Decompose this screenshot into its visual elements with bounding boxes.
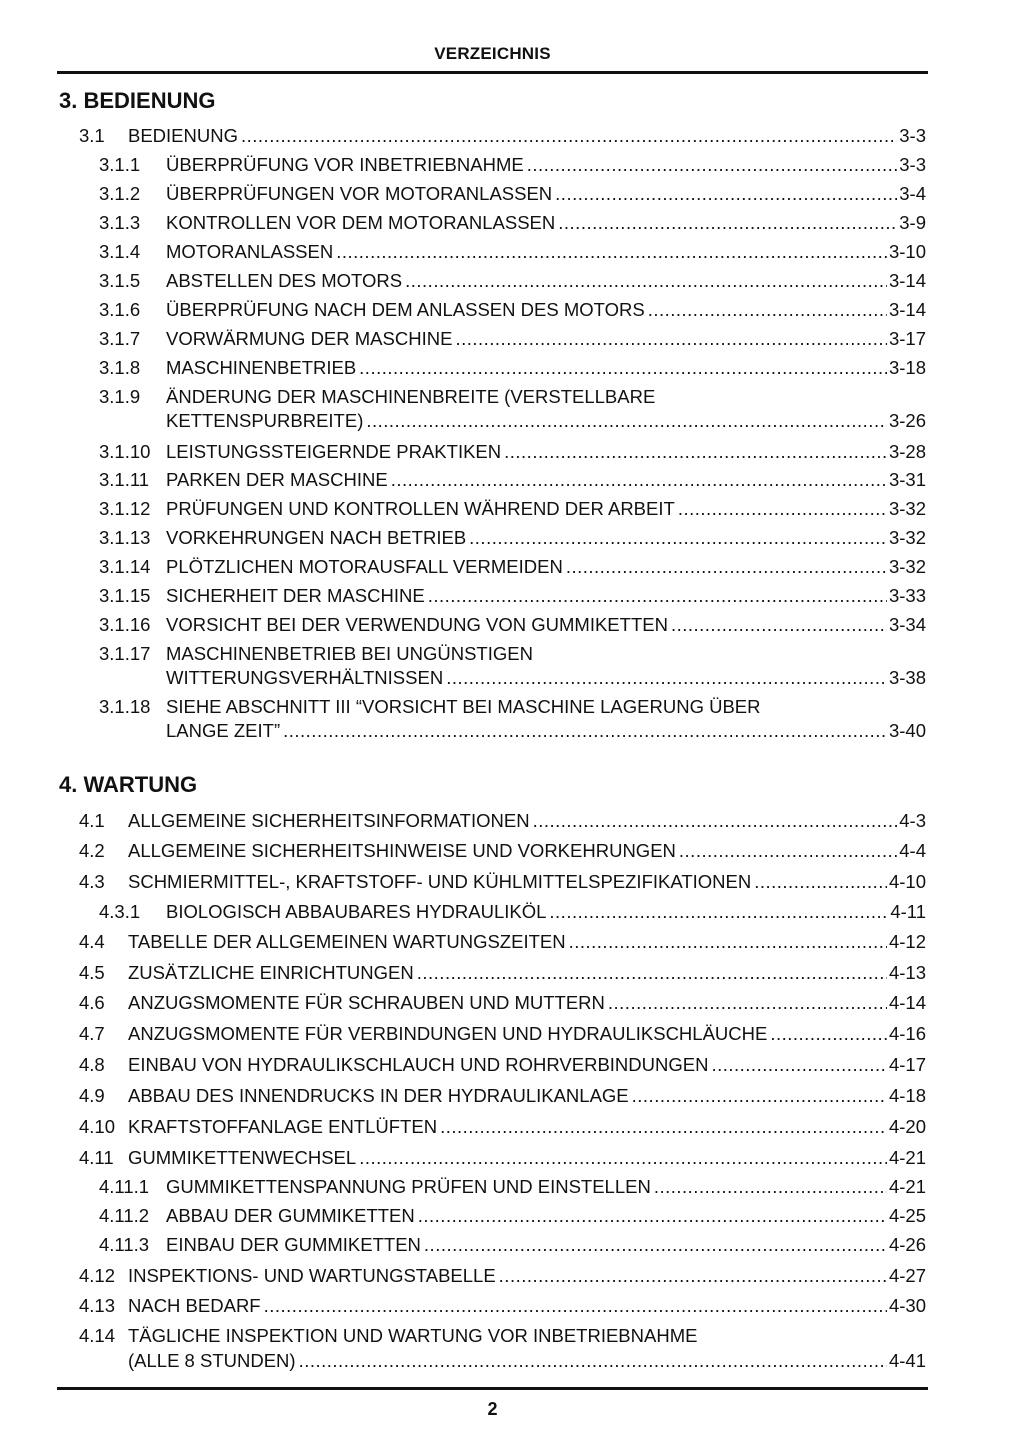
header-rule [57,71,928,74]
toc-entry-number: 4.7 [79,1023,105,1044]
dot-leader [424,1233,887,1257]
toc-entry-title-first-line: TÄGLICHE INSPEKTION UND WARTUNG VOR INBETRIEBNAHME [128,1325,698,1346]
toc-entry-number: 4.1 [79,810,105,831]
toc-entry-title: SCHMIERMITTEL-, KRAFTSTOFF- UND KÜHLMITTELSPEZIFIKATIONEN [128,871,752,892]
dot-leader [679,839,897,863]
toc-entry-title: LANGE ZEIT” [166,720,281,741]
toc-entry-page: 3-40 [888,720,926,741]
toc-entry-title: MASCHINENBETRIEB [166,357,357,378]
toc-entry-page: 3-31 [888,469,926,490]
toc-entry-number: 4.3 [79,871,105,892]
dot-leader [632,1084,887,1108]
dot-leader [527,153,898,177]
toc-entry-title: NACH BEDARF [128,1295,261,1316]
toc-entry-number: 3.1.14 [99,556,151,577]
toc-entry-page: 3-18 [888,357,926,378]
toc-entry-page: 3-4 [899,183,926,204]
dot-leader [359,356,887,380]
toc-entry-number: 3.1.2 [99,183,141,204]
toc-entry-page: 4-18 [888,1085,926,1106]
toc-entry-number: 4.11.1 [99,1176,150,1197]
toc-entry-number: 4.3.1 [99,901,141,922]
toc-entry-title: SICHERHEIT DER MASCHINE [166,585,425,606]
toc-entry-title: GUMMIKETTENSPANNUNG PRÜFEN UND EINSTELLEN [166,1176,651,1197]
dot-leader [455,327,887,351]
toc-entry-number: 3.1.7 [99,328,141,349]
toc-entry-page: 4-30 [888,1295,926,1316]
toc-entry-page: 4-14 [888,992,926,1013]
toc-entry-title: ÜBERPRÜFUNGEN VOR MOTORANLASSEN [166,183,553,204]
dot-leader [549,900,888,924]
toc-entry-title: KRAFTSTOFFANLAGE ENTLÜFTEN [128,1116,438,1137]
page-header-title: VERZEICHNIS [434,44,551,63]
toc-entry-page: 4-11 [890,901,926,922]
toc-entry-title: KETTENSPURBREITE) [166,410,364,431]
toc-entry-page: 3-14 [888,270,926,291]
toc-entry-number: 3.1.11 [99,469,150,490]
toc-entry-page: 3-3 [899,125,926,146]
toc-entry-page: 4-25 [888,1205,926,1226]
toc-entry-number: 4.9 [79,1085,105,1106]
toc-entry-number: 4.11.3 [99,1234,150,1255]
dot-leader [391,468,887,492]
toc-entry-page: 3-17 [888,328,926,349]
toc-entry-number: 3.1.18 [99,696,151,717]
dot-leader [405,269,887,293]
toc-entry-page: 4-17 [888,1054,926,1075]
toc-entry-page: 4-10 [888,871,926,892]
toc-entry-title-first-line: SIEHE ABSCHNITT III “VORSICHT BEI MASCHINE LAGERUNG ÜBER [166,696,761,717]
toc-entry-page: 3-3 [899,154,926,175]
page-number: 2 [487,1399,498,1419]
toc-entry-number: 3.1.4 [99,241,141,262]
toc-entry-number: 4.12 [79,1265,116,1286]
toc-entry-page: 3-33 [888,585,926,606]
toc-entry-page: 4-12 [888,931,926,952]
dot-leader [648,298,887,322]
toc-entry-title: WITTERUNGSVERHÄLTNISSEN [166,667,444,688]
toc-entry-number: 4.6 [79,992,105,1013]
toc-entry-title: VORWÄRMUNG DER MASCHINE [166,328,453,349]
toc-entry-page: 3-28 [888,441,926,462]
toc-entry-page: 4-20 [888,1116,926,1137]
dot-leader [469,526,887,550]
toc-entry-number: 3.1.3 [99,212,141,233]
toc-entry-title: ÜBERPRÜFUNG VOR INBETRIEBNAHME [166,154,524,175]
toc-entry-title: LEISTUNGSSTEIGERNDE PRAKTIKEN [166,441,502,462]
toc-entry-title-first-line: MASCHINENBETRIEB BEI UNGÜNSTIGEN [166,643,533,664]
dot-leader [770,1022,887,1046]
dot-leader [418,1204,887,1228]
dot-leader [446,666,887,690]
toc-entry-title: GUMMIKETTENWECHSEL [128,1147,357,1168]
toc-entry-title-first-line: ÄNDERUNG DER MASCHINENBREITE (VERSTELLBARE [166,386,656,407]
dot-leader [671,613,887,637]
toc-entry-title: ABBAU DER GUMMIKETTEN [166,1205,415,1226]
toc-entry-number: 4.5 [79,962,105,983]
toc-entry-page: 4-3 [899,810,926,831]
toc-entry-page: 4-26 [888,1234,926,1255]
toc-entry-title: INSPEKTIONS- UND WARTUNGSTABELLE [128,1265,496,1286]
toc-entry-title: ALLGEMEINE SICHERHEITSHINWEISE UND VORKEHRUNGEN [128,840,676,861]
dot-leader [359,1146,887,1170]
toc-entry-number: 3.1.1 [99,154,141,175]
dot-leader [754,870,887,894]
toc-entry-number: 4.11 [79,1147,114,1168]
dot-leader [366,409,887,433]
dot-leader [569,930,887,954]
toc-entry-title: VORKEHRUNGEN NACH BETRIEB [166,527,467,548]
dot-leader [299,1349,887,1373]
toc-entry-title: PLÖTZLICHEN MOTORAUSFALL VERMEIDEN [166,556,563,577]
toc-entry-page: 3-34 [888,614,926,635]
toc-entry-title: ZUSÄTZLICHE EINRICHTUNGEN [128,962,414,983]
toc-entry-page: 3-32 [888,556,926,577]
toc-entry-title: BIOLOGISCH ABBAUBARES HYDRAULIKÖL [166,901,547,922]
dot-leader [283,719,887,743]
section-title-wartung: 4. WARTUNG [59,772,198,797]
dot-leader [654,1175,887,1199]
toc-entry-title: EINBAU DER GUMMIKETTEN [166,1234,421,1255]
toc-entry-number: 4.11.2 [99,1205,150,1226]
toc-entry-title: ABBAU DES INNENDRUCKS IN DER HYDRAULIKANLAGE [128,1085,629,1106]
toc-entry-title: BEDIENUNG [128,125,238,146]
toc-entry-title: PRÜFUNGEN UND KONTROLLEN WÄHREND DER ARBEIT [166,498,675,519]
toc-entry-number: 3.1.15 [99,585,151,606]
dot-leader [558,211,897,235]
dot-leader [678,497,887,521]
toc-entry-number: 4.14 [79,1325,116,1346]
toc-entry-page: 3-32 [888,498,926,519]
toc-entry-page: 3-38 [888,667,926,688]
toc-entry-page: 4-21 [888,1147,926,1168]
toc-entry-page: 4-27 [888,1265,926,1286]
dot-leader [504,440,887,464]
toc-entry-number: 4.4 [79,931,105,952]
toc-entry-title: KONTROLLEN VOR DEM MOTORANLASSEN [166,212,556,233]
toc-entry-number: 3.1 [79,125,105,146]
toc-entry-title: TABELLE DER ALLGEMEINEN WARTUNGSZEITEN [128,931,566,952]
toc-entry-number: 3.1.12 [99,498,151,519]
toc-entry-number: 4.8 [79,1054,105,1075]
dot-leader [440,1115,887,1139]
toc-entry-page: 4-4 [899,840,926,861]
toc-entry-page: 3-32 [888,527,926,548]
dot-leader [264,1294,887,1318]
toc-entry-number: 3.1.6 [99,299,141,320]
toc-entry-page: 4-41 [888,1350,926,1371]
toc-entry-number: 3.1.5 [99,270,141,291]
toc-entry-title: PARKEN DER MASCHINE [166,469,388,490]
toc-entry-number: 3.1.9 [99,386,141,407]
toc-entry-page: 3-10 [888,241,926,262]
dot-leader [241,124,897,148]
toc-entry-number: 4.13 [79,1295,116,1316]
toc-entry-page: 3-14 [888,299,926,320]
footer-rule [57,1387,928,1390]
toc-entry-number: 3.1.13 [99,527,151,548]
toc-entry-title: MOTORANLASSEN [166,241,334,262]
dot-leader [555,182,897,206]
dot-leader [428,584,887,608]
toc-entry-title: VORSICHT BEI DER VERWENDUNG VON GUMMIKETTEN [166,614,668,635]
toc-entry-title: ANZUGSMOMENTE FÜR VERBINDUNGEN UND HYDRAULIKSCHLÄUCHE [128,1023,768,1044]
toc-entry-title: EINBAU VON HYDRAULIKSCHLAUCH UND ROHRVERBINDUNGEN [128,1054,709,1075]
toc-entry-title: ANZUGSMOMENTE FÜR SCHRAUBEN UND MUTTERN [128,992,605,1013]
toc-entry-number: 4.10 [79,1116,116,1137]
toc-entry-page: 4-13 [888,962,926,983]
section-title-bedienung: 3. BEDIENUNG [59,88,216,113]
dot-leader [608,991,887,1015]
toc-entry-page: 3-9 [899,212,926,233]
toc-entry-title: ABSTELLEN DES MOTORS [166,270,403,291]
toc-entry-number: 3.1.17 [99,643,151,664]
dot-leader [711,1053,887,1077]
toc-entry-page: 4-16 [888,1023,926,1044]
dot-leader [533,809,898,833]
toc-entry-number: 3.1.10 [99,441,151,462]
toc-entry-page: 4-21 [888,1176,926,1197]
dot-leader [566,555,887,579]
dot-leader [417,961,887,985]
toc-entry-number: 4.2 [79,840,105,861]
dot-leader [499,1264,887,1288]
toc-entry-title: ÜBERPRÜFUNG NACH DEM ANLASSEN DES MOTORS [166,299,645,320]
dot-leader [336,240,887,264]
toc-entry-number: 3.1.16 [99,614,151,635]
toc-entry-title: ALLGEMEINE SICHERHEITSINFORMATIONEN [128,810,530,831]
toc-entry-page: 3-26 [888,410,926,431]
toc-entry-title: (ALLE 8 STUNDEN) [128,1350,296,1371]
toc-entry-number: 3.1.8 [99,357,141,378]
